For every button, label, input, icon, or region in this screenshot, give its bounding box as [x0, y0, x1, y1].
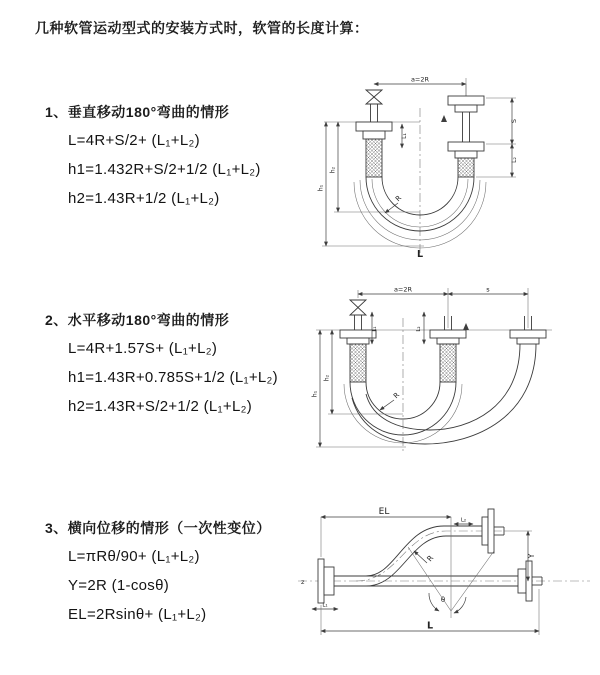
dim-L1 [372, 312, 378, 344]
section-2 [45, 311, 278, 427]
section-1-formula-h1: h1=1.432R+S/2+1/2 (L₁+L₂) [68, 161, 261, 178]
dim-label-y: Y [527, 553, 536, 559]
dim-L1 [312, 603, 338, 610]
dim-label-s: s [486, 285, 490, 294]
braided-hose-section [350, 344, 366, 382]
dim-label-r: R [392, 391, 402, 401]
left-flange [318, 559, 334, 603]
dim-label-r: R [394, 194, 404, 204]
dim-label-a2r: a=2R [410, 75, 430, 84]
page-title: 几种软管运动型式的安装方式时，软管的长度计算： [35, 20, 369, 36]
section-2-formula-h1: h1=1.43R+0.785S+1/2 (L₁+L₂) [68, 369, 278, 386]
dim-label-l1: L₁ [372, 326, 378, 332]
braided-hose-section [440, 344, 456, 382]
dim-label-l1: L₁ [401, 133, 408, 139]
section-2-heading: 2、水平移动180°弯曲的情形 [45, 312, 230, 328]
right-pipe [441, 84, 484, 177]
braided-hose-section [366, 139, 382, 177]
section-3-heading: 3、横向位移的情形（一次性变位） [45, 520, 271, 536]
left-pipe [340, 315, 376, 382]
dim-L2 [454, 518, 473, 525]
diagram-vertical-180-bend [316, 70, 586, 260]
dim-label-l2: L₂ [460, 517, 467, 524]
direction-arrow-icon [441, 115, 447, 122]
section-2-formula-h2: h2=1.43R+S/2+1/2 (L₁+L₂) [68, 398, 253, 415]
dim-label-l1: L₁ [322, 602, 328, 609]
dim-label-el: EL [378, 507, 390, 517]
radius-callout [380, 391, 401, 410]
middle-pipe [430, 316, 469, 382]
dim-L1 [401, 124, 408, 148]
dim-label-l: L [416, 249, 424, 260]
dim-s-travel [448, 286, 528, 295]
radius-callout [414, 551, 435, 563]
valve-icon [366, 90, 382, 104]
dim-L2 [416, 312, 424, 344]
dim-label-l2: L₂ [511, 157, 518, 163]
diagram-lateral-displacement [296, 503, 596, 645]
dim-label-r: R [424, 553, 436, 564]
section-1 [45, 103, 261, 219]
dim-label-h2: h₂ [329, 166, 337, 174]
angle-label-theta: θ [440, 596, 446, 604]
dim-a-2R [358, 285, 528, 332]
dim-label-h1: h₁ [317, 184, 325, 192]
direction-arrow-icon [463, 323, 469, 330]
section-3-formula-EL: EL=2Rsinθ+ (L₁+L₂) [68, 606, 207, 623]
dim-label-h2: h₂ [323, 374, 331, 382]
left-pipe [324, 104, 420, 177]
diagram-horizontal-180-bend [310, 282, 595, 464]
dim-label-l: L [426, 620, 434, 632]
dim-label-a2r: a=2R [393, 285, 413, 294]
braided-hose-section [458, 158, 474, 177]
section-3-formula-Y: Y=2R (1-cosθ) [68, 577, 170, 594]
dim-label-h1: h₁ [311, 390, 319, 398]
dim-label-s: S [510, 118, 518, 124]
dim-a-2R [374, 76, 466, 97]
dim-label-l2: L₂ [416, 326, 422, 332]
axis-label-z: z [301, 578, 305, 586]
section-2-formula-L: L=4R+1.57S+ (L₁+L₂) [68, 340, 218, 357]
section-1-heading: 1、垂直移动180°弯曲的情形 [45, 104, 230, 120]
dim-L [321, 589, 539, 635]
dim-S [486, 98, 518, 144]
section-3 [45, 519, 271, 635]
valve-icon [350, 300, 366, 315]
section-1-formula-L: L=4R+S/2+ (L₁+L₂) [68, 132, 200, 149]
section-3-formula-L: L=πRθ/90+ (L₁+L₂) [68, 548, 200, 565]
s-curve-hose-displaced [356, 509, 504, 586]
section-1-formula-h2: h2=1.43R+1/2 (L₁+L₂) [68, 190, 220, 207]
